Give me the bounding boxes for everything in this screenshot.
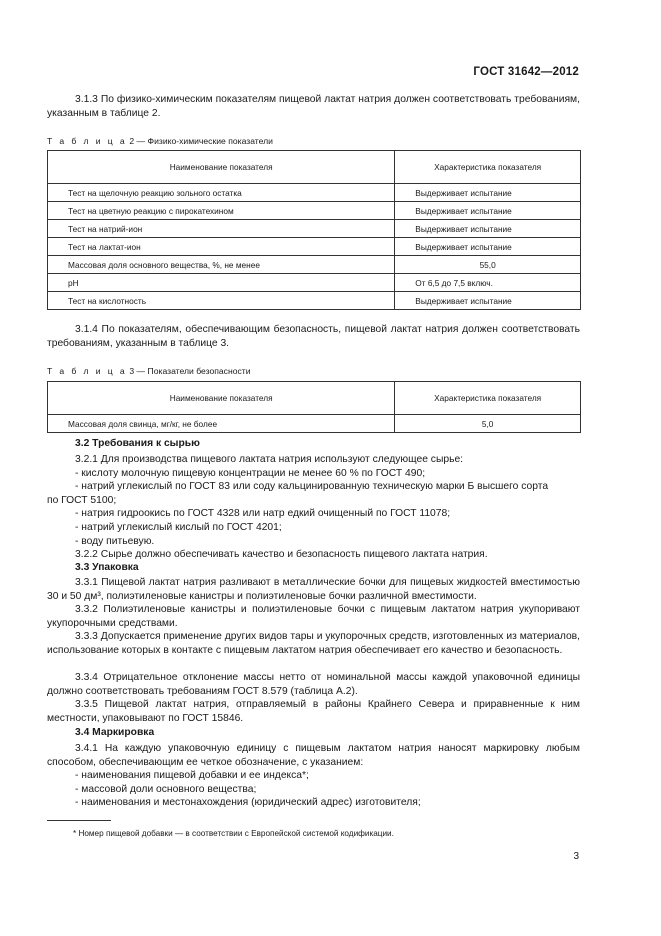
table-cell: Тест на кислотность bbox=[48, 292, 395, 310]
paragraph-3-2-2: 3.2.2 Сырье должно обеспечивать качество и безопасность пищевого лактата натрия. bbox=[75, 549, 488, 560]
table-cell: Тест на натрий-ион bbox=[48, 220, 395, 238]
table-row bbox=[48, 415, 581, 433]
table-cell: Тест на щелочную реакцию зольного остатка bbox=[48, 184, 395, 202]
doc-code-header: ГОСТ 31642—2012 bbox=[473, 66, 579, 78]
section-3-3-title: 3.3 Упаковка bbox=[75, 562, 139, 573]
table-2-caption-prefix: Т а б л и ц а bbox=[47, 136, 127, 146]
table-2-caption-text: 2 — Физико-химические показатели bbox=[129, 136, 273, 146]
table-header-cell: Характеристика показателя bbox=[395, 382, 581, 415]
table-cell: Выдерживает испытание bbox=[395, 202, 581, 220]
table-cell: Массовая доля основного вещества, %, не менее bbox=[48, 256, 395, 274]
table-cell: Выдерживает испытание bbox=[395, 292, 581, 310]
footnote-divider bbox=[47, 820, 111, 821]
table-row bbox=[48, 184, 581, 202]
footnote: * Номер пищевой добавки — в соответствии с Европейской системой кодификации. bbox=[73, 829, 394, 838]
table-cell: 55,0 bbox=[395, 256, 581, 274]
table-3-caption-prefix: Т а б л и ц а bbox=[47, 366, 127, 376]
list-item: - кислоту молочную пищевую концентрации не менее 60 % по ГОСТ 490; bbox=[75, 468, 426, 479]
table-row bbox=[48, 220, 581, 238]
list-item: - натрия гидроокись по ГОСТ 4328 или натр едкий очищенный по ГОСТ 11078; bbox=[75, 508, 451, 519]
table-cell: Тест на цветную реакцию с пирокатехином bbox=[48, 202, 395, 220]
table-row bbox=[48, 274, 581, 292]
table-cell: 5,0 bbox=[395, 415, 581, 433]
table-3 bbox=[47, 381, 581, 433]
table-cell: Массовая доля свинца, мг/кг, не более bbox=[48, 415, 395, 433]
table-cell: pH bbox=[48, 274, 395, 292]
table-header-row bbox=[48, 382, 581, 415]
table-row bbox=[48, 238, 581, 256]
table-row bbox=[48, 256, 581, 274]
page-number: 3 bbox=[573, 851, 579, 862]
list-item: - натрий углекислый кислый по ГОСТ 4201; bbox=[75, 522, 282, 533]
table-3-caption bbox=[47, 366, 251, 376]
paragraph-3-3-4: 3.3.4 Отрицательное отклонение массы нетто от номинальной массы каждой упаковочной единицы должно соответствовать требованиям ГОСТ 8.579 (таблица А.2). bbox=[47, 672, 580, 697]
list-item: - наименования и местонахождения (юридический адрес) изготовителя; bbox=[75, 797, 421, 808]
table-cell: Выдерживает испытание bbox=[395, 184, 581, 202]
paragraph-3-3-2: 3.3.2 Полиэтиленовые канистры и полиэтиленовые бочки с пищевым лактатом натрия укупоривают укупорочными средствами. bbox=[47, 604, 580, 629]
table-3-caption-text: 3 — Показатели безопасности bbox=[129, 366, 251, 376]
paragraph-3-3-3: 3.3.3 Допускается применение других видов тары и укупорочных средств, изготовленных из материалов, использование которых в контакте с пищевым лактатом натрия обеспечивает его качество и безопасность. bbox=[47, 631, 580, 656]
section-3-4-title: 3.4 Маркировка bbox=[75, 727, 155, 738]
table-cell: Выдерживает испытание bbox=[395, 238, 581, 256]
list-item-continuation: по ГОСТ 5100; bbox=[47, 495, 117, 506]
table-2 bbox=[47, 150, 581, 310]
table-row bbox=[48, 202, 581, 220]
table-header-cell: Наименование показателя bbox=[48, 151, 395, 184]
table-header-cell: Наименование показателя bbox=[48, 382, 395, 415]
paragraph-3-2-1: 3.2.1 Для производства пищевого лактата натрия используют следующее сырье: bbox=[75, 454, 464, 465]
table-row bbox=[48, 292, 581, 310]
table-header-row bbox=[48, 151, 581, 184]
table-header-cell: Характеристика показателя bbox=[395, 151, 581, 184]
paragraph-3-1-3: 3.1.3 По физико-химическим показателям пищевой лактат натрия должен соответствовать требованиям, указанным в таблице 2. bbox=[47, 94, 580, 119]
list-item: - натрий углекислый по ГОСТ 83 или соду кальцинированную техническую марки Б высшего сорта bbox=[75, 481, 549, 492]
paragraph-3-4-1: 3.4.1 На каждую упаковочную единицу с пищевым лактатом натрия наносят маркировку любым способом, обеспечивающим ее четкое обозначение, с указанием: bbox=[47, 743, 580, 768]
list-item: - массовой доли основного вещества; bbox=[75, 784, 257, 795]
table-cell: От 6,5 до 7,5 включ. bbox=[395, 274, 581, 292]
paragraph-3-3-5: 3.3.5 Пищевой лактат натрия, отправляемый в районы Крайнего Севера и приравненные к ним местности, упаковывают по ГОСТ 15846. bbox=[47, 699, 580, 724]
table-2-caption bbox=[47, 136, 273, 146]
list-item: - наименования пищевой добавки и ее индекса*; bbox=[75, 770, 309, 781]
table-cell: Выдерживает испытание bbox=[395, 220, 581, 238]
paragraph-3-3-1: 3.3.1 Пищевой лактат натрия разливают в металлические бочки для пищевых жидкостей вместимостью 30 и 50 дм³, полиэтиленовые канистры и полиэтиленовые бочки различной вместимости. bbox=[47, 577, 580, 602]
list-item: - воду питьевую. bbox=[75, 536, 155, 547]
section-3-2-title: 3.2 Требования к сырью bbox=[75, 438, 200, 449]
paragraph-3-1-4: 3.1.4 По показателям, обеспечивающим безопасность, пищевой лактат натрия должен соответствовать требованиям, указанным в таблице 3. bbox=[47, 324, 580, 349]
table-cell: Тест на лактат-ион bbox=[48, 238, 395, 256]
